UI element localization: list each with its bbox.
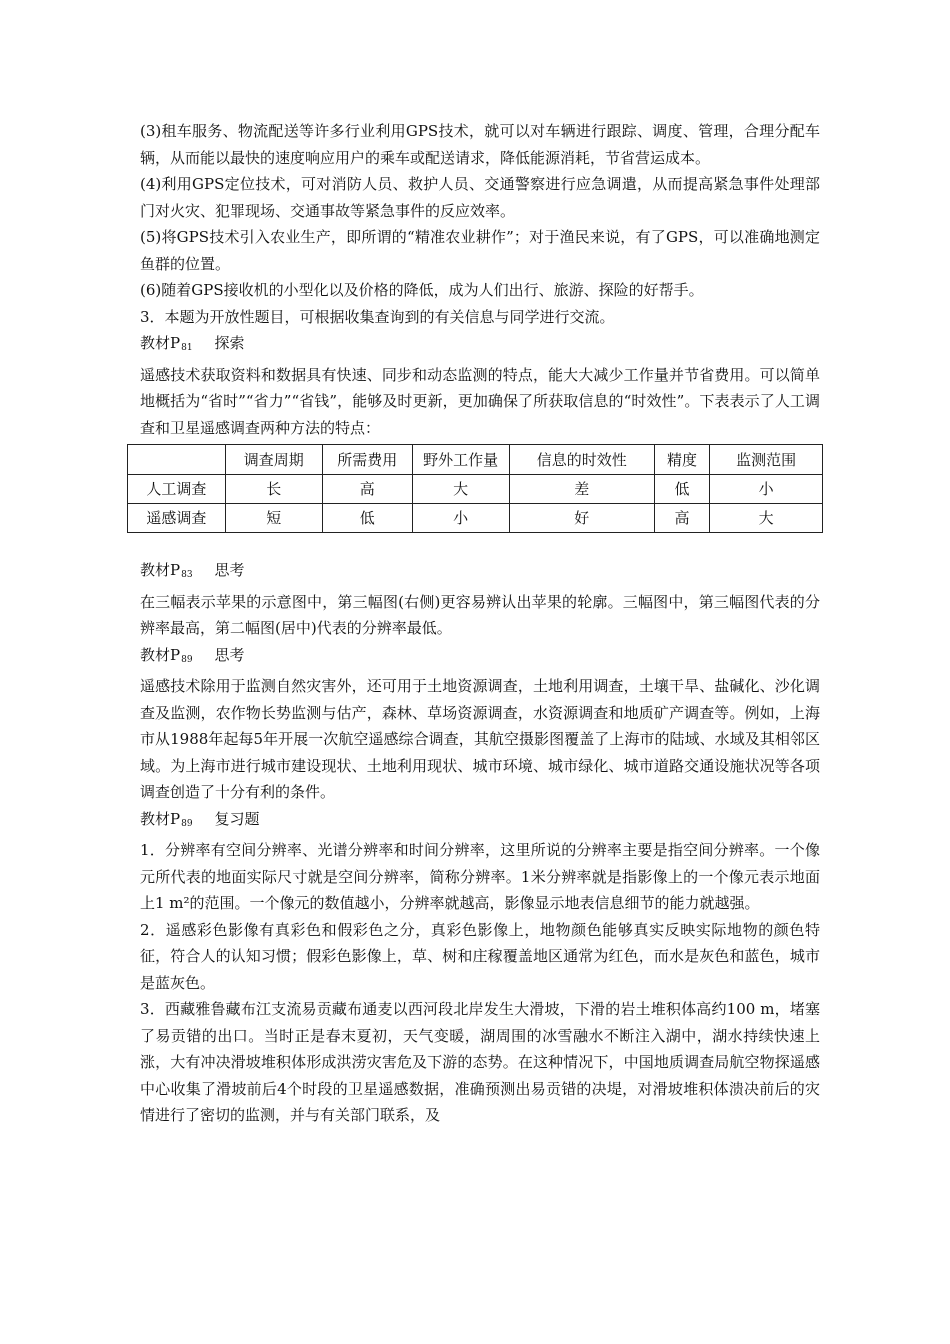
heading-section-label: 思考	[214, 561, 245, 579]
review-item-2: 2．遥感彩色影像有真彩色和假彩色之分，真彩色影像上，地物颜色能够真实反映实际地物的颜色特征，符合人的认知习惯；假彩色影像上，草、树和庄稼覆盖地区通常为红色，而水是灰色和蓝色，城市是蓝灰色。	[140, 920, 820, 992]
section-heading-p83	[140, 557, 820, 589]
paragraph-item-3: 3．本题为开放性题目，可根据收集查询到的有关信息与同学进行交流。	[140, 307, 615, 326]
table-cell: 低	[654, 475, 709, 504]
table-cell: 人工调查	[128, 475, 226, 504]
table-cell: 高	[322, 475, 412, 504]
table-cell: 短	[225, 504, 322, 533]
table-cell: 小	[710, 475, 823, 504]
heading-section-label: 探索	[214, 334, 245, 352]
paragraph-p89-think: 遥感技术除用于监测自然灾害外，还可用于土地资源调查，土地利用调查，土壤干旱、盐碱化、沙化调查及监测，农作物长势监测与估产，森林、草场资源调查，水资源调查和地质矿产调查等。例如，上海市从1988年起每5年开展一次航空遥感综合调查，其航空摄影图覆盖了上海市的陆域、水域及其相邻区域。为上海市进行城市建设现状、土地利用现状、城市环境、城市绿化、城市道路交通设施状况等各项调查创造了十分有利的条件。	[140, 677, 820, 801]
table-cell: 大	[412, 475, 509, 504]
table-header-cell: 调查周期	[225, 445, 322, 475]
section-heading-p89-think	[140, 642, 820, 674]
paragraph-gps-4: (4)利用GPS定位技术，可对消防人员、救护人员、交通警察进行应急调遣，从而提高紧急事件处理部门对火灾、犯罪现场、交通事故等紧急事件的反应效率。	[140, 175, 820, 220]
table-row	[128, 475, 823, 504]
heading-book-label: 教材P	[140, 561, 181, 579]
section-heading-p81	[140, 330, 820, 362]
table-cell: 低	[322, 504, 412, 533]
heading-book-label: 教材P	[140, 334, 181, 352]
heading-page-number: 83	[181, 570, 193, 580]
table-cell: 差	[509, 475, 654, 504]
heading-page-number: 89	[181, 654, 193, 665]
table-cell: 大	[710, 504, 823, 533]
heading-section-label: 复习题	[214, 809, 260, 828]
table-row	[128, 504, 823, 533]
table-header-cell: 所需费用	[322, 445, 412, 475]
table-header-cell: 野外工作量	[412, 445, 509, 475]
paragraph-p83: 在三幅表示苹果的示意图中，第三幅图(右侧)更容易辨认出苹果的轮廓。三幅图中，第三幅图代表的分辨率最高，第二幅图(居中)代表的分辨率最低。	[140, 592, 820, 637]
paragraph-p81: 遥感技术获取资料和数据具有快速、同步和动态监测的特点，能大大减少工作量并节省费用。可以简单地概括为“省时”“省力”“省钱”，能够及时更新，更加确保了所获取信息的“时效性”。下表表示了人工调查和卫星遥感调查两种方法的特点：	[140, 365, 820, 437]
table-cell: 遥感调查	[128, 504, 226, 533]
table-header-cell: 信息的时效性	[509, 445, 654, 475]
table-cell: 好	[509, 504, 654, 533]
heading-page-number: 89	[181, 818, 193, 829]
review-item-3: 3．西藏雅鲁藏布江支流易贡藏布通麦以西河段北岸发生大滑坡，下滑的岩土堆积体高约100 m，堵塞了易贡错的出口。当时正是春末夏初，天气变暖，湖周围的冰雪融水不断注入湖中，湖水持续快速上涨，大有冲决滑坡堆积体形成洪涝灾害危及下游的态势。在这种情况下，中国地质调查局航空物探遥感中心收集了滑坡前后4个时段的卫星遥感数据，准确预测出易贡错的决堤，对滑坡堆积体溃决前后的灾情进行了密切的监测，并与有关部门联系，及	[140, 1000, 820, 1124]
section-heading-p89-review	[140, 806, 820, 838]
table-header-row	[128, 445, 823, 475]
table-cell: 小	[412, 504, 509, 533]
comparison-table	[127, 444, 823, 533]
paragraph-gps-5: (5)将GPS技术引入农业生产，即所谓的“精准农业耕作”；对于渔民来说，有了GPS，可以准确地测定鱼群的位置。	[140, 228, 820, 273]
paragraph-gps-6: (6)随着GPS接收机的小型化以及价格的降低，成为人们出行、旅游、探险的好帮手。	[140, 281, 704, 299]
heading-page-number: 81	[181, 343, 193, 353]
table-header-cell	[128, 445, 226, 475]
paragraph-gps-3: (3)租车服务、物流配送等许多行业利用GPS技术，就可以对车辆进行跟踪、调度、管理，合理分配车辆，从而能以最快的速度响应用户的乘车或配送请求，降低能源消耗，节省营运成本。	[140, 122, 820, 167]
heading-book-label: 教材P	[140, 809, 181, 828]
table-cell: 高	[654, 504, 709, 533]
table-header-cell: 监测范围	[710, 445, 823, 475]
document-body	[140, 118, 820, 1129]
heading-section-label: 思考	[214, 645, 245, 664]
table-cell: 长	[225, 475, 322, 504]
review-item-1: 1．分辨率有空间分辨率、光谱分辨率和时间分辨率，这里所说的分辨率主要是指空间分辨率。一个像元所代表的地面实际尺寸就是空间分辨率，简称分辨率。1米分辨率就是指影像上的一个像元表示地面上1 m²的范围。一个像元的数值越小，分辨率就越高，影像显示地表信息细节的能力就越强。	[140, 841, 820, 912]
heading-book-label: 教材P	[140, 645, 181, 664]
table-header-cell: 精度	[654, 445, 709, 475]
